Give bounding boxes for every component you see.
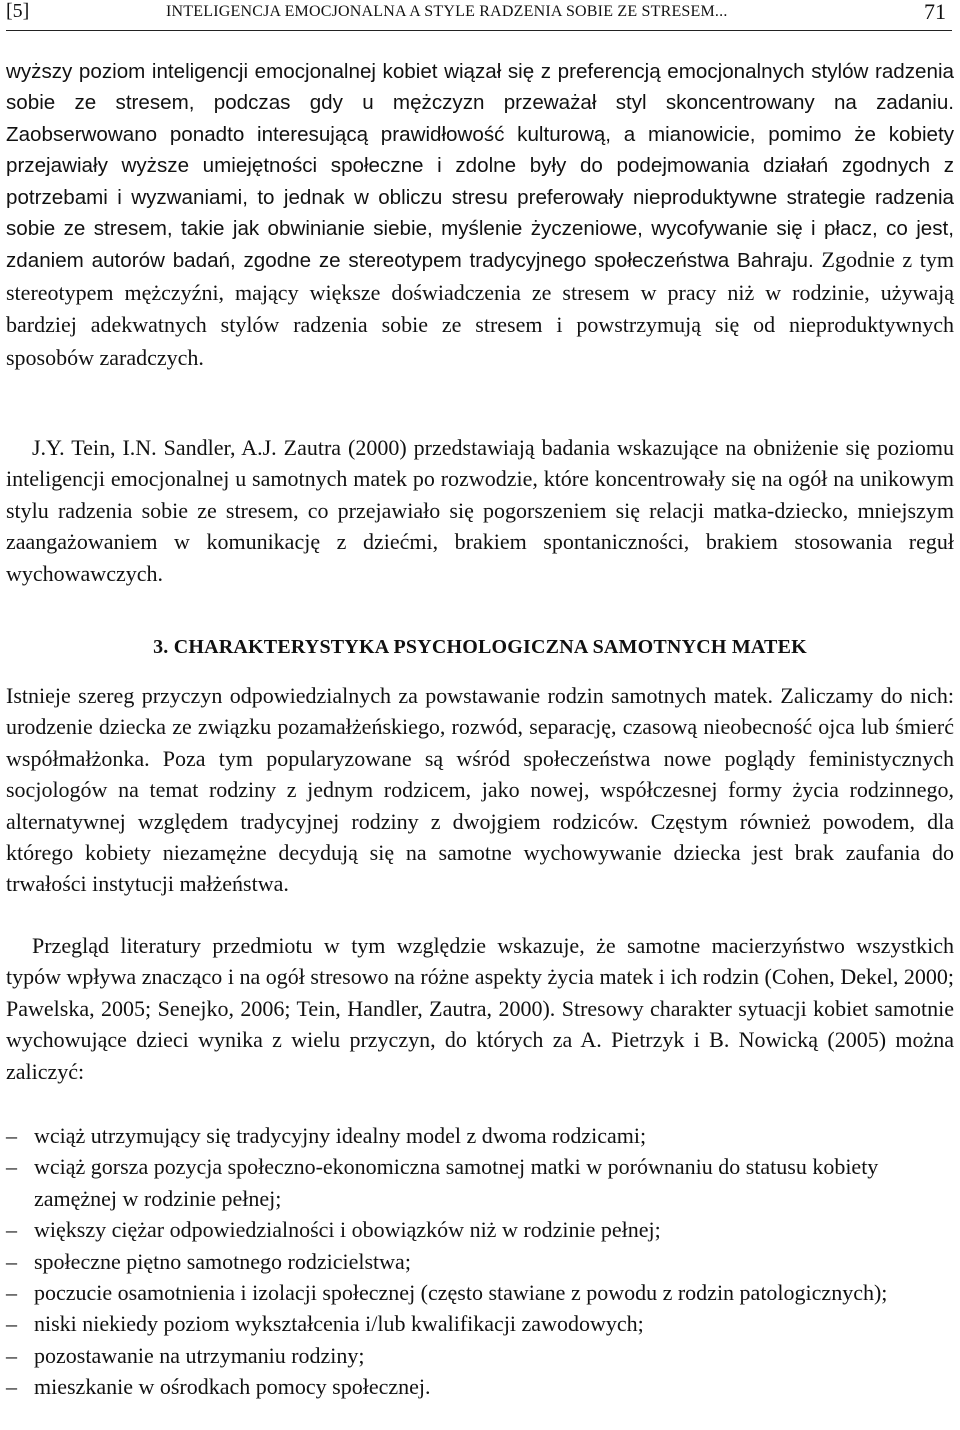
paragraph-1 [6, 56, 954, 374]
paragraph-2: J.Y. Tein, I.N. Sandler, A.J. Zautra (2000) przedstawiają badania wskazujące na obniżenie się poziomu inteligencji emocjonalnej u samotnych matek po rozwodzie, które koncentrowały się na ogół na unikowym stylu radzenia sobie ze stresem, co przejawiało się pogorszeniem się relacji matka-dziecko, mniejszym zaangażowaniem w komunikację z dziećmi, brakiem spontaniczności, brakiem stosowania reguł wychowawczych. [6, 435, 954, 586]
list-item: – większy ciężar odpowiedzialności i obowiązków niż w rodzinie pełnej; [6, 1214, 954, 1245]
paragraph-3: Istnieje szereg przyczyn odpowiedzialnych za powstawanie rodzin samotnych matek. Zaliczamy do nich: urodzenie dziecka ze związku pozamałżeńskiego, rozwód, separację, czasową nieobecność ojca lub śmierć współmałżonka. Poza tym popularyzowane są wśród społeczeństwa nowe poglądy feministycznych socjologów na temat rodziny z jednym rodzicem, jako nowej, współczesnej formy życia rodzinnego, alternatywnej względem tradycyjnej rodziny z dwojgiem rodziców. Częstym również powodem, dla którego kobiety niezamężne decydują się na samotne wychowywanie dziecka jest brak zaufania do trwałości instytucji małżeństwa. [6, 683, 954, 897]
list-item: – mieszkanie w ośrodkach pomocy społecznej. [6, 1371, 954, 1402]
paragraph-4: Przegląd literatury przedmiotu w tym względzie wskazuje, że samotne macierzyństwo wszystkich typów wpływa znacząco i na ogół stresowo na różne aspekty życia matek i ich rodzin (Cohen, Dekel, 2000; Pawelska, 2005; Senejko, 2006; Tein, Handler, Zautra, 2000). Stresowy charakter sytuacji kobiet samotnie wychowujące dzieci wynika z wielu przyczyn, do których za A. Pietrzyk i B. Nowicką (2005) można zaliczyć: [6, 933, 954, 1084]
dash-bullet: – [6, 1217, 17, 1243]
dash-bullet: – [6, 1248, 17, 1274]
list-item: – poczucie osamotnienia i izolacji społecznej (często stawiane z powodu z rodzin patologicznych); [6, 1277, 954, 1308]
page-number: 71 [924, 0, 946, 24]
paragraph-1-sans-text: wyższy poziom inteligencji emocjonalnej kobiet wiązał się z preferencją emocjonalnych stylów radzenia sobie ze stresem, podczas gdy u mężczyzn przeważał styl skoncentrowany na zadaniu. Zaobserwowano ponadto interesującą prawidłowość kulturową, a mianowicie, pomimo że kobiety przejawiały wyższe umiejętności społeczne i zdolne były do podejmowania działań zgodnych z potrzebami i wyzwaniami, to jednak w obliczu stresu preferowały nieproduktywne strategie radzenia sobie ze stresem, takie jak obwinianie siebie, myślenie życzeniowe, wycofywanie się i płacz, co jest, zdaniem autorów badań, zgodne ze stereotypem tradycyjnego społeczeństwa Bahraju. [6, 60, 954, 273]
dash-bullet: – [6, 1342, 17, 1368]
list-item: – niski niekiedy poziom wykształcenia i/lub kwalifikacji zawodowych; [6, 1308, 954, 1339]
running-header [6, 0, 952, 34]
dash-bullet: – [6, 1154, 17, 1180]
section-heading: 3. CHARAKTERYSTYKA PSYCHOLOGICZNA SAMOTNYCH MATEK [153, 636, 807, 658]
factor-list [6, 1120, 954, 1403]
paragraph-1-serif-text: Zgodnie z tym stereotypem mężczyźni, mający większe doświadczenia ze stresem w pracy niż w rodzinie, używają bardziej adekwatnych stylów radzenia sobie ze stresem i powstrzymują się od nieproduktywnych sposobów zaradczych. [6, 247, 954, 370]
dash-bullet: – [6, 1123, 17, 1148]
list-item: – pozostawanie na utrzymaniu rodziny; [6, 1340, 954, 1371]
dash-bullet: – [6, 1374, 17, 1400]
list-item: – wciąż gorsza pozycja społeczno-ekonomiczna samotnej matki w porównaniu do statusu kobiety zamężnej w rodzinie pełnej; [6, 1151, 954, 1214]
dash-bullet: – [6, 1280, 17, 1306]
list-item: – społeczne piętno samotnego rodzicielstwa; [6, 1246, 954, 1277]
list-item: – wciąż utrzymujący się tradycyjny idealny model z dwoma rodzicami; [6, 1120, 954, 1151]
dash-bullet: – [6, 1311, 17, 1337]
section-marker: [5] [6, 0, 30, 22]
running-title: INTELIGENCJA EMOCJONALNA A STYLE RADZENIA SOBIE ZE STRESEM... [166, 3, 728, 20]
header-rule [6, 30, 952, 31]
